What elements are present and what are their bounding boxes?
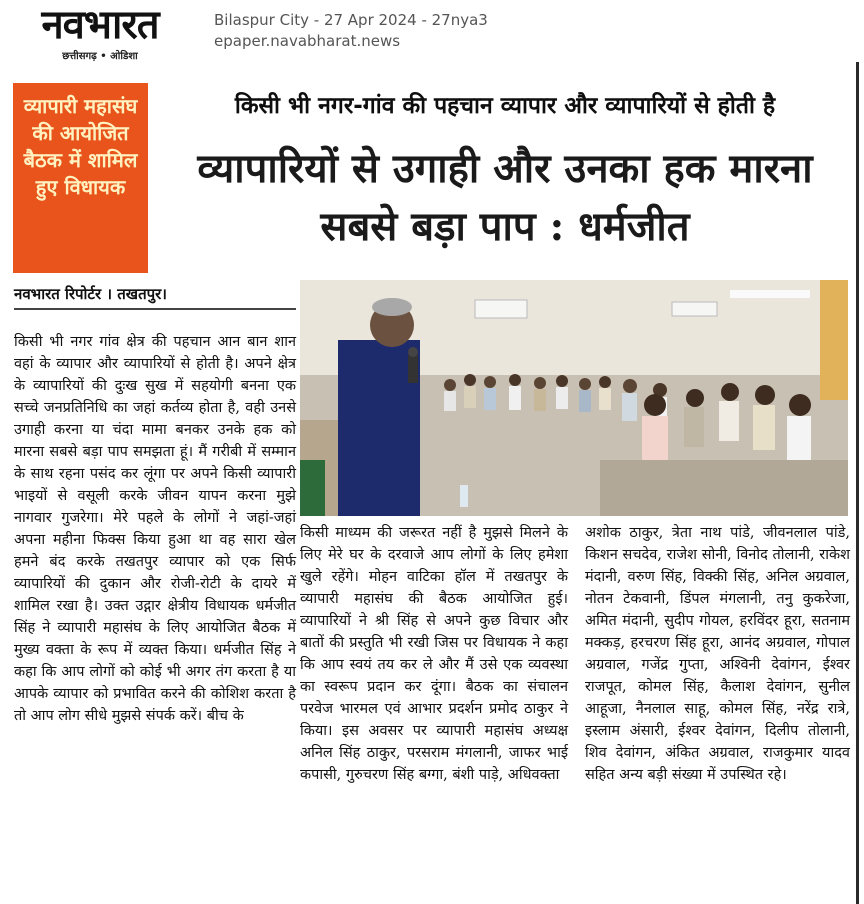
- byline-rule: [14, 308, 296, 310]
- page-edge-rule: [856, 62, 859, 904]
- highlight-box: [13, 83, 148, 273]
- byline: नवभारत रिपोर्टर । तखतपुर।: [14, 285, 167, 303]
- highlight-box-text: व्यापारी महासंघ की आयोजित बैठक में शामिल हुए विधायक: [23, 94, 138, 199]
- edition-line: Bilaspur City - 27 Apr 2024 - 27nya3: [214, 11, 488, 29]
- subheadline: किसी भी नगर-गांव की पहचान व्यापार और व्यापारियों से होती है: [234, 93, 776, 119]
- article-column-2: किसी माध्यम की जरूरत नहीं है मुझसे मिलने के लिए मेरे घर के दरवाजे आप लोगों के लिए हमेशा खुले रहेंगे। मोहन वाटिका हॉल में तखतपुर के व्यापारी महासंघ की बैठक आयोजित हुई। व्यापारियों ने श्री सिंह से अपने कुछ विचार और बातों की प्रस्तुति भी रखी जिस पर विधायक ने कहा कि आप स्वयं तय कर ले और मैं उसे एक व्यवस्था का स्वरूप प्रदान कर दूंगा। बैठक का संचालन परवेज भारमल एवं आभार प्रदर्शन प्रमोद ठाकुर ने किया। इस अवसर पर व्यापारी महासंघ अध्यक्ष अनिल सिंह ठाकुर, परसराम मंगलानी, जाफर भाई कपासी, गुरुचरण सिंह बग्गा, बंशी पाड़े, अधिवक्ता: [300, 525, 568, 783]
- news-photo: [300, 280, 848, 516]
- site-link[interactable]: epaper.navabharat.news: [214, 32, 401, 50]
- newspaper-logo: [2, 2, 198, 62]
- logo-name: नवभारत: [41, 1, 159, 48]
- edition-info: [214, 10, 488, 52]
- article-column-3: अशोक ठाकुर, त्रेता नाथ पांडे, जीवनलाल पांडे, किशन सचदेव, राजेश सोनी, विनोद तोलानी, राकेश मंदानी, वरुण सिंह, विक्की सिंह, अनिल अग्रवाल, नोतन टेकवानी, डिंपल मंगलानी, तनु कुकरेजा, अमित मंदानी, सुदीप गोयल, हरविंदर हूरा, सतनाम मक्कड़, हरचरण सिंह हूरा, आनंद अग्रवाल, गोपाल अग्रवाल, गजेंद्र गुप्ता, अश्विनी देवांगन, ईश्वर राजपूत, कोमल सिंह, कैलाश देवांगन, सुनील आहूजा, नैनलाल साहू, कोमल सिंह, नरेंद्र रात्रे, इस्लाम अंसारी, ईश्वर देवांगन, दिलीप तोलानी, शिव देवांगन, अंकित अग्रवाल, राजकुमार यादव सहित अन्य बड़ी संख्या में उपस्थित रहे।: [585, 525, 850, 783]
- headline: व्यापारियों से उगाही और उनका हक मारना सबसे बड़ा पाप : धर्मजीत: [197, 145, 813, 250]
- logo-states: छत्तीसगढ़ • ओडिशा: [62, 51, 138, 62]
- article-column-1: किसी भी नगर गांव क्षेत्र की पहचान आन बान शान वहां के व्यापार और व्यापारियों से होती है। अपने क्षेत्र के व्यापारियों की दुःख सुख में सहयोगी बनना एक सच्चे जनप्रतिनिधि का जहां कर्तव्य होता है, वही उनसे उगाही करना या चंदा मामा बनकर उनके हक को मारना सबसे बड़ा पाप समझता हूं। मैं गरीबी में सम्मान के साथ रहना पसंद कर लूंगा पर अपने किसी व्यापारी भाइयों से वसूली करके जीवन यापन करना मुझे नागवार गुजरेगा। मेरे पहले के लोगों ने जहां-जहां अपना महीना फिक्स किया हुआ था वह सारा खेल हमने बंद करके तखतपुर व्यापार को एक सिर्फ व्यापारियों की दुकान और रोजी-रोटी के दायरे में शामिल रखा है। उक्त उद्गार क्षेत्रीय विधायक धर्मजीत सिंह ने व्यापारी महासंघ के लिए आयोजित बैठक में मुख्य वक्ता के रूप में व्यक्त किया। धर्मजीत सिंह ने कहा कि आप लोगों को कोई भी अगर तंग करता है या आपके व्यापार को प्रभावित करने की कोशिश करता है तो आप लोग सीधे मुझसे संपर्क करें। बीच के: [14, 334, 296, 724]
